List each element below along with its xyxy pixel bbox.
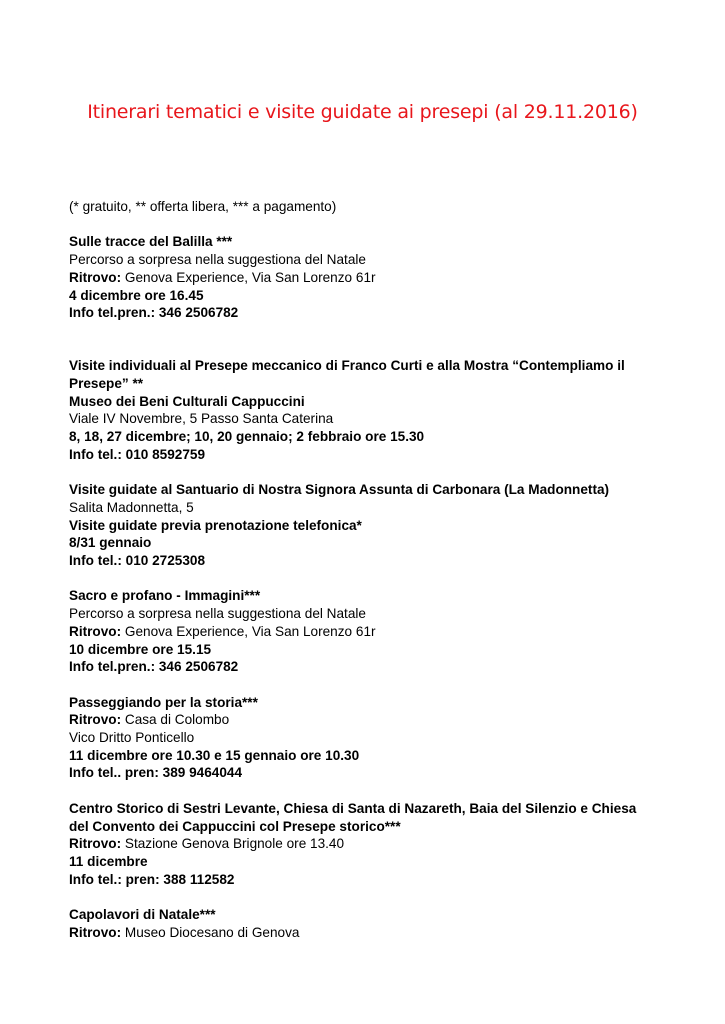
meeting-place: Genova Experience, Via San Lorenzo 61r (121, 269, 376, 285)
entry-meeting-point (69, 269, 659, 287)
entry-date: 10 dicembre ore 15.15 (69, 641, 212, 657)
meeting-place: Museo Diocesano di Genova (121, 924, 300, 940)
entry-address: Vico Dritto Ponticello (69, 730, 195, 746)
entry-info: Info tel.pren.: 346 2506782 (69, 305, 239, 321)
entry-address: Salita Madonnetta, 5 (69, 499, 194, 515)
entry-title: Passeggiando per la storia*** (69, 694, 258, 710)
entry-title: Visite individuali al Presepe meccanico di Franco Curti e alla Mostra “Contempliamo il Presepe” ** (69, 358, 625, 391)
itinerary-entry (69, 587, 659, 676)
meeting-place: Stazione Genova Brignole ore 13.40 (121, 836, 345, 852)
itinerary-entry (69, 906, 659, 941)
meeting-place: Genova Experience, Via San Lorenzo 61r (121, 623, 376, 639)
entry-description: Percorso a sorpresa nella suggestiona del Natale (69, 606, 366, 622)
entry-title: Sulle tracce del Balilla *** (69, 234, 233, 250)
entry-address: Viale IV Novembre, 5 Passo Santa Caterina (69, 411, 334, 427)
document-body (69, 198, 659, 941)
meeting-label: Ritrovo: (69, 836, 122, 852)
entry-meeting-point (69, 711, 659, 729)
entry-meeting-point (69, 623, 659, 641)
entry-title: Capolavori di Natale*** (69, 907, 216, 923)
entry-date: 11 dicembre ore 10.30 e 15 gennaio ore 10.30 (69, 747, 360, 763)
meeting-label: Ritrovo: (69, 924, 122, 940)
price-legend: (* gratuito, ** offerta libera, *** a pagamento) (69, 199, 337, 214)
entry-title: Visite guidate al Santuario di Nostra Signora Assunta di Carbonara (La Madonnetta) (69, 482, 610, 498)
meeting-label: Ritrovo: (69, 623, 122, 639)
entry-note: Visite guidate previa prenotazione telefonica* (69, 517, 362, 533)
entry-info: Info tel.: pren: 388 112582 (69, 871, 235, 887)
itinerary-entry (69, 800, 659, 889)
entry-info: Info tel.: 010 8592759 (69, 446, 206, 462)
entry-venue: Museo dei Beni Culturali Cappuccini (69, 393, 305, 409)
entry-title: Centro Storico di Sestri Levante, Chiesa di Santa di Nazareth, Baia del Silenzio e Chiesa del Convento dei Cappuccini col Presepe storico*** (69, 800, 637, 834)
entry-info: Info tel.pren.: 346 2506782 (69, 659, 239, 675)
itinerary-entry (69, 694, 659, 783)
entry-date: 8/31 gennaio (69, 535, 152, 551)
meeting-label: Ritrovo: (69, 712, 122, 728)
itinerary-entry (69, 481, 659, 570)
entry-info: Info tel.: 010 2725308 (69, 553, 206, 569)
entry-description: Percorso a sorpresa nella suggestiona del Natale (69, 252, 366, 268)
entry-date: 11 dicembre (69, 853, 148, 869)
meeting-label: Ritrovo: (69, 269, 122, 285)
entry-info: Info tel.. pren: 389 9464044 (69, 765, 243, 781)
entry-date: 4 dicembre ore 16.45 (69, 287, 204, 303)
entry-meeting-point (69, 924, 659, 942)
page-title: Itinerari tematici e visite guidate ai presepi (al 29.11.2016) (87, 101, 638, 123)
entry-meeting-point (69, 835, 659, 853)
entry-title: Sacro e profano - Immagini*** (69, 588, 261, 604)
itinerary-entry (69, 357, 659, 463)
meeting-place: Casa di Colombo (121, 712, 230, 728)
entry-date: 8, 18, 27 dicembre; 10, 20 gennaio; 2 febbraio ore 15.30 (69, 429, 425, 445)
itinerary-entry (69, 233, 659, 322)
